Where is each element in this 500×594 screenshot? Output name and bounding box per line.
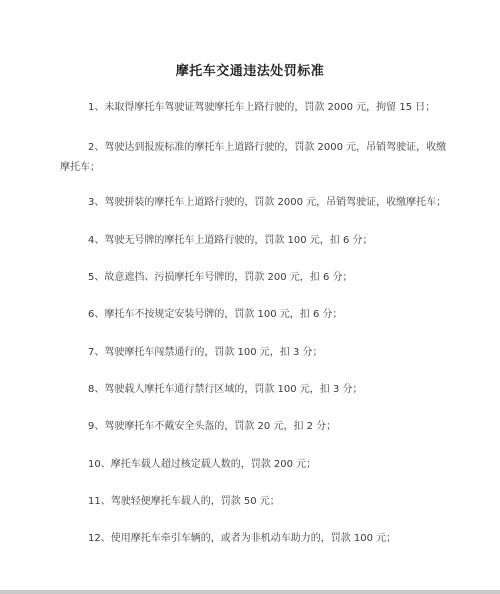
document-title: 摩托车交通违法处罚标准: [175, 64, 325, 79]
list-item: 10、摩托车载人超过核定载人数的，罚款 200 元；: [88, 459, 317, 470]
list-item: 8、驾驶载人摩托车通行禁行区域的，罚款 100 元，扣 3 分；: [88, 384, 363, 395]
list-item: 11、驾驶轻便摩托车载人的，罚款 50 元；: [88, 496, 280, 507]
list-item: 7、驾驶摩托车闯禁通行的，罚款 100 元，扣 3 分；: [88, 347, 323, 358]
list-item: 3、驾驶拼装的摩托车上道路行驶的，罚款 2000 元，吊销驾驶证，收缴摩托车；: [88, 197, 447, 208]
list-item: 9、驾驶摩托车不戴安全头盔的，罚款 20 元，扣 2 分；: [88, 421, 337, 432]
list-item: 4、驾驶无号牌的摩托车上道路行驶的，罚款 100 元，扣 6 分；: [88, 235, 373, 246]
list-item: 5、故意遮挡、污损摩托车号牌的，罚款 200 元，扣 6 分；: [88, 272, 353, 283]
page-bottom-edge: [0, 590, 500, 594]
list-item: 2、驾驶达到报废标准的摩托车上道路行驶的，罚款 2000 元，吊销驾驶证，收缴摩托车；: [60, 142, 447, 173]
list-item: 12、使用摩托车牵引车辆的，或者为非机动车助力的，罚款 100 元；: [88, 533, 397, 544]
list-item: 1、未取得摩托车驾驶证驾驶摩托车上路行驶的，罚款 2000 元，拘留 15 日；: [88, 102, 436, 113]
list-item: 6、摩托车不按规定安装号牌的，罚款 100 元，扣 6 分；: [88, 309, 343, 320]
